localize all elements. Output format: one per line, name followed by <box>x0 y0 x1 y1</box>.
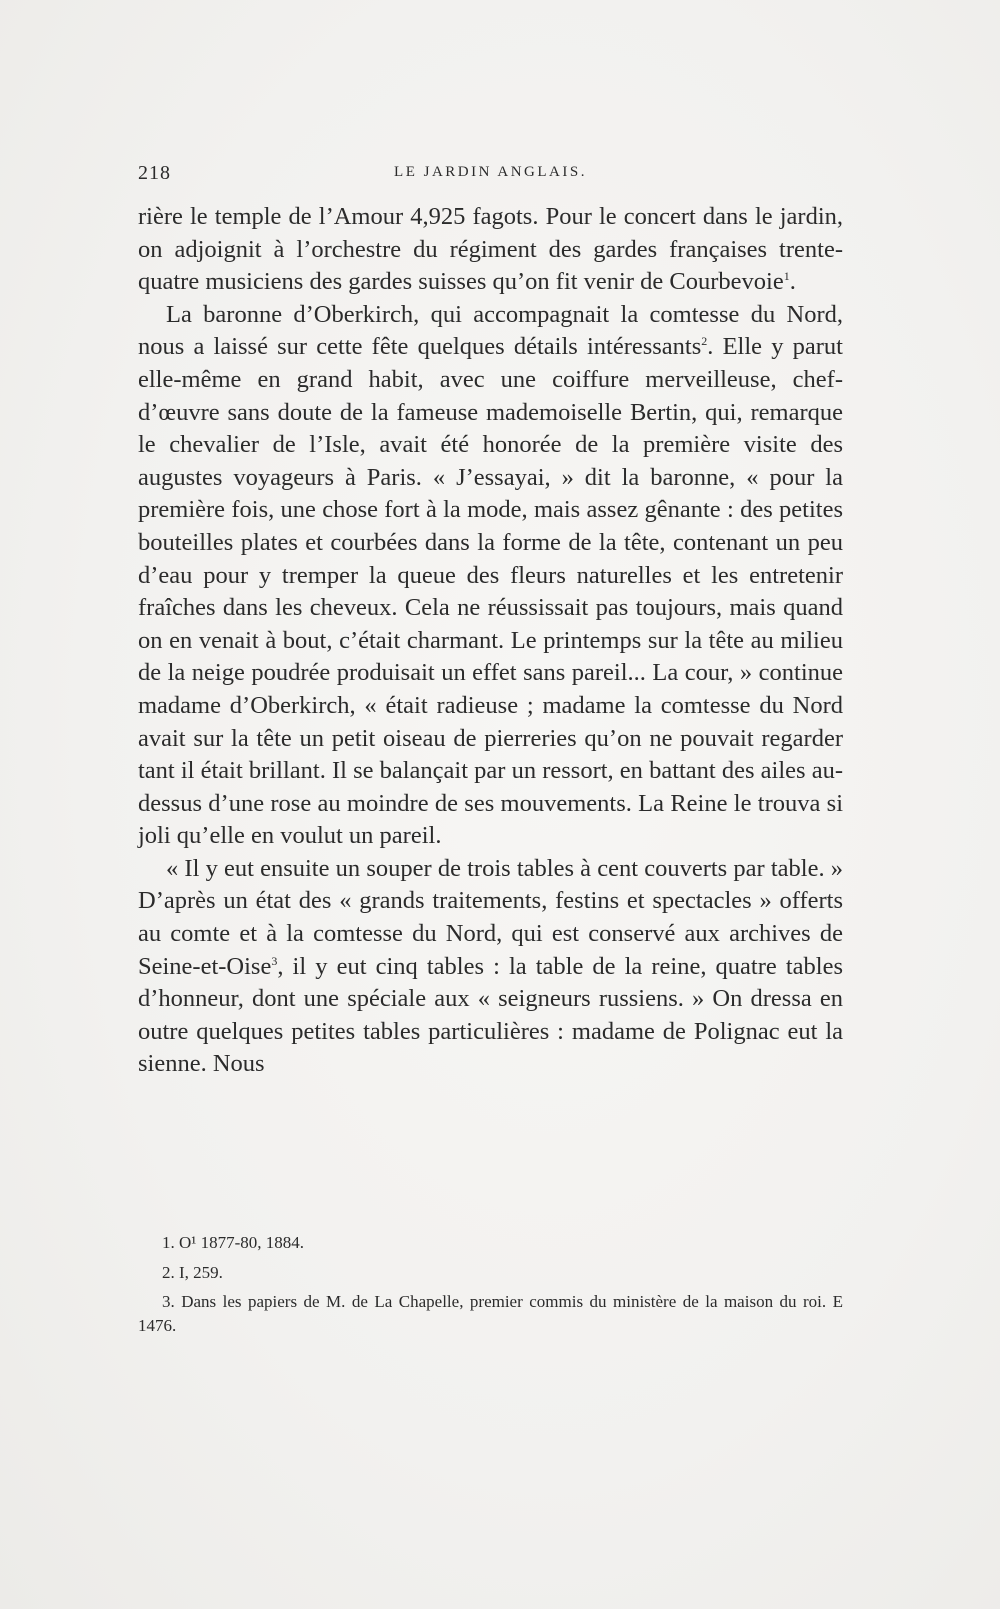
running-title: LE JARDIN ANGLAIS. <box>394 164 587 180</box>
paragraph-3-text-a: « Il y eut ensuite un souper de trois tables à cent couverts par table. » D’après un état des « grands traitements, festins et spectacles » offerts au comte et à la comtesse du Nord, qui est conservé aux archives de Seine-et-Oise <box>138 854 843 980</box>
footnote-2: 2. I, 259. <box>162 1263 223 1282</box>
paragraph-3-text-b: , il y eut cinq tables : la table de la reine, quatre tables d’honneur, dont une spéciale aux « seigneurs russiens. » On dressa en outre quelques petites tables particulières : madame de Polignac eut la sienne. Nous <box>138 952 843 1078</box>
footnote-ref-3: 3 <box>271 953 278 968</box>
page-number: 218 <box>138 162 171 184</box>
paragraph-3 <box>138 853 843 1081</box>
footnotes <box>138 1230 843 1342</box>
paragraph-2 <box>138 299 843 853</box>
paragraph-1 <box>138 201 843 299</box>
footnote-ref-2: 2 <box>701 334 708 349</box>
paragraph-1-text: rière le temple de l’Amour 4,925 fagots. Pour le concert dans le jardin, on adjoignit à l’orchestre du régiment des gardes françaises trente-quatre musiciens des gardes suisses qu’on fit venir de Courbevoie <box>138 203 843 296</box>
paragraph-2-text-a: La baronne d’Oberkirch, qui accompagnait la comtesse du Nord, nous a laissé sur cette fête quelques détails intéressants <box>138 300 843 361</box>
page-header <box>138 162 843 188</box>
paragraph-2-text-b: . Elle y parut elle-même en grand habit, avec une coiffure merveilleuse, chef-d’œuvre sans doute de la fameuse mademoiselle Bertin, qui, remarque le chevalier de l’Isle, avait été honorée de la première visite des augustes voyageurs à Paris. « J’essayai, » dit la baronne, « pour la première fois, une chose fort à la mode, mais assez gênante : des petites bouteilles plates et courbées dans la forme de la tête, contenant un peu d’eau pour y tremper la queue des fleurs naturelles et les entretenir fraîches dans les cheveux. Cela ne réussissait pas toujours, mais quand on en venait à bout, c’était charmant. Le printemps sur la tête au milieu de la neige poudrée produisait un effet sans pareil... La cour, » continue madame d’Oberkirch, « était radieuse ; madame la comtesse du Nord avait sur la tête un petit oiseau de pierreries qu’on ne pouvait regarder tant il était brillant. Il se balançait par un ressort, en battant des ailes au-dessus d’une rose au moindre de ses mouvements. La Reine le trouva si joli qu’elle en voulut un pareil. <box>138 333 843 850</box>
paragraph-1-end: . <box>789 268 796 296</box>
footnote-1: 1. O¹ 1877-80, 1884. <box>162 1233 305 1252</box>
footnote-3: 3. Dans les papiers de M. de La Chapelle, premier commis du ministère de la maison du roi. E 1476. <box>138 1292 843 1335</box>
body-text <box>138 201 843 1081</box>
footnote-ref-1: 1 <box>783 269 790 284</box>
